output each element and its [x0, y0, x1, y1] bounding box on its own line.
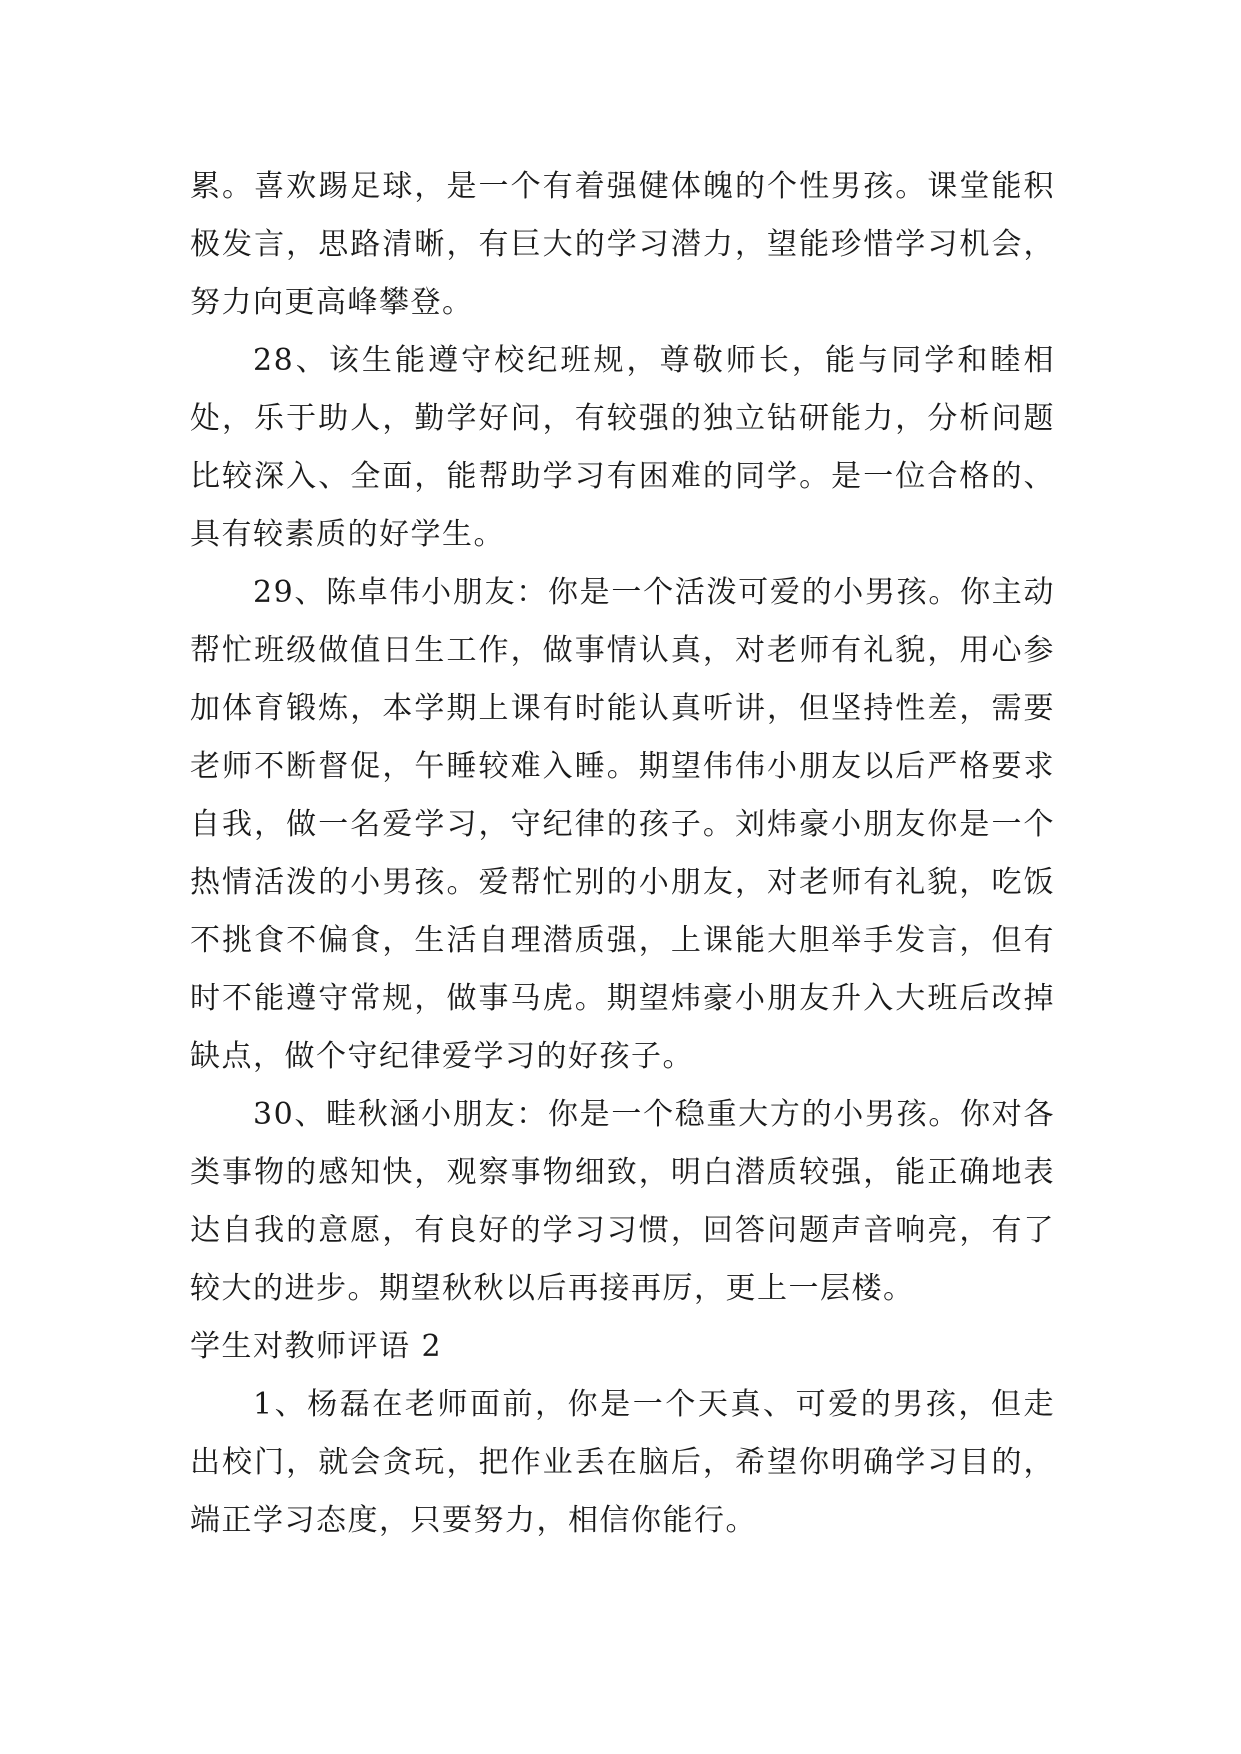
paragraph-continuation: 累。喜欢踢足球，是一个有着强健体魄的个性男孩。课堂能积极发言，思路清晰，有巨大的学习潜力，望能珍惜学习机会，努力向更高峰攀登。 — [190, 169, 1055, 320]
paragraph-item-30: 30、畦秋涵小朋友：你是一个稳重大方的小男孩。你对各类事物的感知快，观察事物细致，明白潜质较强，能正确地表达自我的意愿，有良好的学习习惯，回答问题声音响亮，有了较大的进步。期望秋秋以后再接再厉，更上一层楼。 — [190, 1097, 1055, 1306]
section-heading: 学生对教师评语 2 — [190, 1329, 443, 1364]
paragraph-item-28: 28、该生能遵守校纪班规，尊敬师长，能与同学和睦相处，乐于助人，勤学好问，有较强的独立钻研能力，分析问题比较深入、全面，能帮助学习有困难的同学。是一位合格的、具有较素质的好学生。 — [190, 343, 1055, 552]
paragraph-item-29: 29、陈卓伟小朋友：你是一个活泼可爱的小男孩。你主动帮忙班级做值日生工作，做事情认真，对老师有礼貌，用心参加体育锻炼，本学期上课有时能认真听讲，但坚持性差，需要老师不断督促，午睡较难入睡。期望伟伟小朋友以后严格要求自我，做一名爱学习，守纪律的孩子。刘炜豪小朋友你是一个热情活泼的小男孩。爱帮忙别的小朋友，对老师有礼貌，吃饭不挑食不偏食，生活自理潜质强，上课能大胆举手发言，但有时不能遵守常规，做事马虎。期望炜豪小朋友升入大班后改掉缺点，做个守纪律爱学习的好孩子。 — [190, 575, 1055, 1074]
paragraph-section2-item-1: 1、杨磊在老师面前，你是一个天真、可爱的男孩，但走出校门，就会贪玩，把作业丢在脑后，希望你明确学习目的，端正学习态度，只要努力，相信你能行。 — [190, 1387, 1055, 1538]
document-body — [190, 158, 1055, 1550]
